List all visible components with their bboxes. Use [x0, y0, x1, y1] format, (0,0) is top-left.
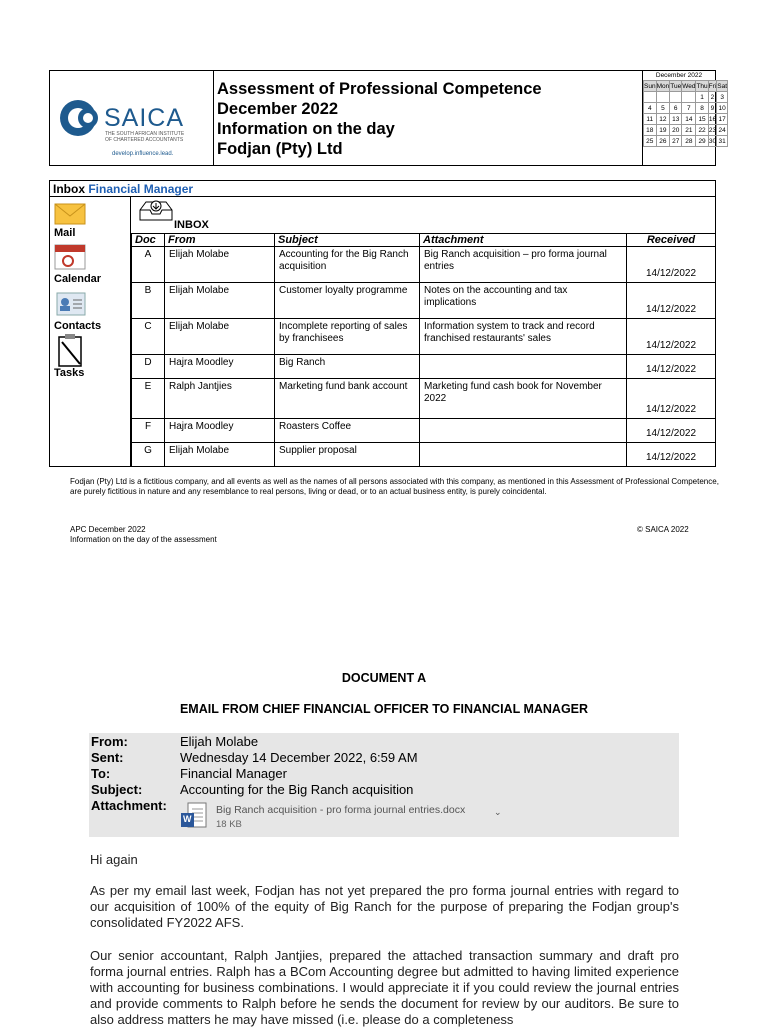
calendar-date: [644, 92, 657, 103]
calendar-date: 1: [696, 92, 708, 103]
calendar-week: [644, 92, 728, 103]
col-doc: Doc: [132, 234, 165, 247]
inbox-cell-received: 14/12/2022: [627, 283, 716, 319]
inbox-cell-doc: F: [132, 419, 165, 443]
inbox-cell-attachment: Big Ranch acquisition – pro forma journal entries: [420, 247, 627, 283]
attachment-dropdown-icon[interactable]: ⌄: [494, 807, 502, 817]
inbox-cell-doc: C: [132, 319, 165, 355]
inbox-cell-doc: G: [132, 443, 165, 467]
calendar-date: [682, 92, 696, 103]
calendar-day-name: Sun: [644, 82, 656, 90]
calendar-week: [644, 103, 728, 114]
calendar-date: 6: [670, 103, 682, 114]
inbox-row[interactable]: [132, 379, 716, 419]
calendar-date: 11: [644, 114, 657, 125]
inbox-cell-attachment: Information system to track and record franchised restaurants' sales: [420, 319, 627, 355]
calendar-date: 28: [682, 136, 696, 147]
calendar-date: 15: [696, 114, 708, 125]
title-line-4: Fodjan (Pty) Ltd: [217, 140, 343, 158]
logo-line2: OF CHARTERED ACCOUNTANTS: [105, 137, 184, 143]
col-received: Received: [627, 234, 716, 247]
title-line-1: Assessment of Professional Competence: [217, 80, 542, 98]
inbox-cell-from: Elijah Molabe: [165, 247, 275, 283]
document-header: [49, 70, 728, 166]
calendar-day-name: Tue: [670, 82, 682, 90]
inbox-row[interactable]: [132, 443, 716, 467]
sidebar-item-calendar[interactable]: Calendar: [54, 273, 102, 285]
calendar-date: 2: [708, 92, 717, 103]
inbox-cell-doc: B: [132, 283, 165, 319]
inbox-cell-doc: E: [132, 379, 165, 419]
inbox-row[interactable]: [132, 247, 716, 283]
inbox-row[interactable]: [132, 319, 716, 355]
email-from: Elijah Molabe: [180, 734, 259, 749]
calendar-date: 19: [656, 125, 670, 136]
calendar-date: 12: [656, 114, 670, 125]
calendar-date: 30: [708, 137, 717, 145]
calendar-date: 29: [696, 136, 708, 147]
inbox-cell-received: 14/12/2022: [627, 247, 716, 283]
calendar-day-name: Wed: [682, 82, 696, 90]
inbox-cell-from: Elijah Molabe: [165, 443, 275, 467]
calendar-date: 26: [656, 136, 670, 147]
inbox-row[interactable]: [132, 355, 716, 379]
inbox-panel: [49, 180, 716, 467]
logo-line1: THE SOUTH AFRICAN INSTITUTE: [105, 131, 185, 137]
calendar-title: December 2022: [655, 72, 703, 79]
footer-left-2: Information on the day of the assessment: [70, 535, 217, 544]
calendar-date: 3: [717, 92, 728, 103]
calendar-day-name: Thu: [696, 82, 708, 90]
title-block: [214, 71, 643, 165]
calendar-date: 17: [718, 115, 726, 123]
inbox-cell-from: Ralph Jantjies: [165, 379, 275, 419]
calendar-date: 27: [670, 136, 682, 147]
calendar-date: 21: [682, 125, 696, 136]
inbox-cell-attachment: Marketing fund cash book for November 2022: [420, 379, 627, 419]
inbox-table-body: [132, 247, 716, 467]
col-subject: Subject: [275, 234, 420, 247]
footer-left-1: APC December 2022: [70, 525, 146, 534]
inbox-cell-subject: Incomplete reporting of sales by franchisees: [275, 319, 420, 355]
title-line-3: Information on the day: [217, 120, 395, 138]
inbox-label: INBOX: [174, 219, 209, 231]
saica-logo: [50, 71, 214, 165]
calendar-day-name: Mon: [656, 82, 670, 90]
inbox-cell-from: Elijah Molabe: [165, 283, 275, 319]
inbox-cell-received: 14/12/2022: [627, 419, 716, 443]
inbox-cell-doc: D: [132, 355, 165, 379]
inbox-cell-attachment: [420, 443, 627, 467]
calendar-date: 7: [682, 103, 696, 114]
calendar-date: 23: [708, 126, 717, 134]
inbox-cell-subject: Marketing fund bank account: [275, 379, 420, 419]
mail-icon[interactable]: [54, 203, 86, 230]
disclaimer-text: Fodjan (Pty) Ltd is a fictitious company, and all events as well as the names of all persons associated with this company, as mentioned in this Assessment of Professional Competence, are purely fictitious in nature and any resemblance to real persons, living or dead, or to an actual business entity, is purely coincidental.: [70, 477, 719, 496]
logo-tagline: develop.influence.lead.: [112, 151, 174, 157]
inbox-cell-subject: Accounting for the Big Ranch acquisition: [275, 247, 420, 283]
calendar-date: 20: [670, 125, 682, 136]
inbox-cell-received: 14/12/2022: [627, 443, 716, 467]
calendar-date: 14: [682, 114, 696, 125]
inbox-table-header: [132, 234, 716, 247]
email-to-label: To:: [91, 766, 111, 781]
sidebar-item-tasks[interactable]: Tasks: [54, 367, 85, 379]
inbox-cell-subject: Supplier proposal: [275, 443, 420, 467]
inbox-cell-received: 14/12/2022: [627, 355, 716, 379]
calendar-date: 24: [718, 126, 726, 134]
calendar-week: [644, 114, 728, 125]
footer-right: © SAICA 2022: [637, 525, 689, 534]
inbox-cell-attachment: Notes on the accounting and tax implications: [420, 283, 627, 319]
inbox-heading-role: Financial Manager: [88, 182, 194, 196]
email-subject-label: Subject:: [91, 782, 143, 797]
email-attachment-label: Attachment:: [91, 798, 167, 813]
email-subject: Accounting for the Big Ranch acquisition: [180, 782, 414, 797]
calendar-date: [656, 92, 670, 103]
email-greeting: Hi again: [90, 852, 138, 867]
mini-calendar: [643, 71, 728, 165]
word-doc-icon[interactable]: [180, 801, 210, 831]
calendar-week: [644, 136, 728, 147]
document-heading: DOCUMENT A: [341, 671, 427, 685]
email-to: Financial Manager: [180, 766, 287, 781]
calendar-date: 25: [644, 136, 657, 147]
inbox-cell-received: 14/12/2022: [627, 379, 716, 419]
calendar-day-name: Sat: [717, 82, 728, 90]
document-subheading: EMAIL FROM CHIEF FINANCIAL OFFICER TO FINANCIAL MANAGER: [179, 702, 589, 716]
inbox-heading-label: Inbox: [53, 182, 85, 196]
col-from: From: [165, 234, 275, 247]
calendar-day-name: Fri: [708, 82, 717, 90]
contacts-icon[interactable]: [56, 291, 86, 322]
calendar-date: 4: [644, 103, 657, 114]
email-sent: Wednesday 14 December 2022, 6:59 AM: [180, 750, 418, 765]
inbox-cell-from: Hajra Moodley: [165, 419, 275, 443]
calendar-date: 8: [696, 103, 708, 114]
inbox-cell-received: 14/12/2022: [627, 319, 716, 355]
email-sent-label: Sent:: [91, 750, 124, 765]
inbox-divider: [50, 196, 715, 197]
calendar-date: [670, 92, 682, 103]
email-paragraph-2: Our senior accountant, Ralph Jantjies, prepared the attached transaction summary and draft pro forma journal entries. Ralph has a BCom Accounting degree but admitted to having limited experience with accounting for business combinations. I would appreciate it if you could review the journal entries and provide comments to Ralph before he sends the document for review by our auditors. Be sure to also address matters he may have missed (i.e. please do a completeness: [90, 948, 679, 1027]
inbox-cell-subject: Big Ranch: [275, 355, 420, 379]
inbox-row[interactable]: [132, 419, 716, 443]
word-icon-letter: W: [183, 814, 192, 824]
inbox-table: [131, 233, 716, 467]
calendar-week: [644, 125, 728, 136]
logo-name: SAICA: [104, 104, 185, 132]
title-line-2: December 2022: [217, 100, 339, 118]
inbox-cell-subject: Roasters Coffee: [275, 419, 420, 443]
inbox-cell-attachment: [420, 419, 627, 443]
calendar-grid: [643, 80, 728, 147]
sidebar-item-mail[interactable]: Mail: [54, 227, 76, 239]
email-paragraph-1: As per my email last week, Fodjan has not yet prepared the pro forma journal entries with regard to our acquisition of 100% of the equity of Big Ranch for the purpose of preparing the Fodjan group's consolidated FY2022 AFS.: [90, 883, 679, 930]
inbox-cell-doc: A: [132, 247, 165, 283]
inbox-heading: [53, 182, 193, 196]
calendar-date: 13: [670, 114, 682, 125]
calendar-date: 16: [708, 115, 717, 123]
attachment-filename[interactable]: Big Ranch acquisition - pro forma journal entries.docx: [216, 804, 466, 816]
inbox-cell-attachment: [420, 355, 627, 379]
inbox-tray-icon: [138, 198, 174, 227]
calendar-date: 10: [718, 104, 726, 112]
calendar-date: 22: [696, 125, 708, 136]
email-header: [89, 733, 679, 837]
col-attachment: Attachment: [420, 234, 627, 247]
calendar-date: 5: [656, 103, 670, 114]
inbox-cell-subject: Customer loyalty programme: [275, 283, 420, 319]
inbox-cell-from: Hajra Moodley: [165, 355, 275, 379]
calendar-icon[interactable]: [54, 241, 88, 276]
email-from-label: From:: [91, 734, 128, 749]
calendar-date: 31: [718, 137, 726, 145]
inbox-cell-from: Elijah Molabe: [165, 319, 275, 355]
calendar-day-header: [644, 81, 728, 92]
sidebar-item-contacts[interactable]: Contacts: [54, 320, 102, 332]
attachment-size: 18 KB: [216, 819, 242, 830]
calendar-date: 18: [644, 125, 657, 136]
calendar-date: 9: [708, 103, 717, 114]
inbox-row[interactable]: [132, 283, 716, 319]
